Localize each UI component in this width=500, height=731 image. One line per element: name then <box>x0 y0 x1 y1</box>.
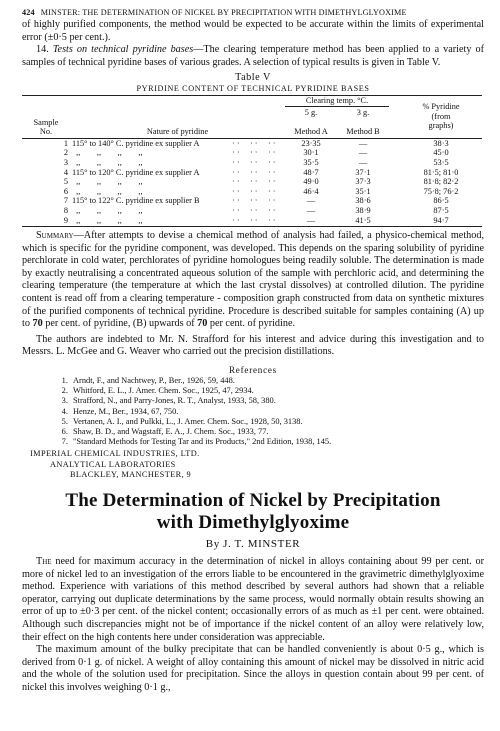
pyridine-pct-cell: 81·5; 81·0 <box>423 167 459 177</box>
nature-cell: ,, ,, ,, ,, · · · · · · <box>72 157 276 167</box>
table-row <box>22 158 482 168</box>
spacer-cell <box>389 158 400 168</box>
nature-cell: 115° to 140° C. pyridine ex supplier A · · · · · · <box>72 138 276 148</box>
reference-item: 6. Shaw, B. D., and Wagstaff, E. A., J. Chem. Soc., 1933, 77. <box>70 427 484 437</box>
table-row <box>22 177 482 187</box>
method-a-cell: 49·0 <box>303 177 319 187</box>
paragraph-section-14 <box>22 44 484 69</box>
sample-number-cell: 3 <box>63 157 68 167</box>
method-b-cell: 35·1 <box>355 186 371 196</box>
sample-number-cell: 5 <box>63 177 68 187</box>
header-method-a: 5 g. <box>285 106 337 117</box>
pyridine-table: Clearing temp. °C. % Pyridine (from graphs) 5 g. 3 g. Sample No. Nature of pyridine Method A Method B 1 115° to 140° C. pyridine ex supplier A · · · · · · 23·35 — 38·3 2 ,, ,, ,, ,, · · · · · · 30·1 — 45·0 3 ,, ,, ,, ,, · · · · · · 35·5 — 53·5 4 115° to 120° C. pyridine ex supplier A · · · · · · 48·7 37·1 81·5; 81·0 5 ,, ,, ,, ,, · · · · · · 49·0 37·3 81·8; 82·2 6 ,, ,, ,, ,, · · · · · · 46·4 35·1 75·8; 76·2 7 115° to 122° C. pyridine ex supplier B · · · · · · — 38·6 86·5 8 ,, ,, ,, ,, · · · · · · — 38·9 87·5 9 ,, ,, ,, ,, · · · · · · — 41·5 94·7 <box>22 95 482 227</box>
nature-cell: ,, ,, ,, ,, · · · · · · <box>72 205 276 215</box>
spacer-cell <box>389 216 400 226</box>
paragraph-intro: The need for maximum accuracy in the determination of nickel in alloys containing about 99 per cent. or more of nickel led to an investigation of the errors liable to be encountered in the gravimetric dimethylglyoxime method. Experience with variations of this method described by several authors had shown that a reliable operator, carrying out duplicate determinations by the same process, would normally obtain results showing an error of up to ±0·3 per cent. of the nickel content; occasionally errors of as much as ±1 per cent. were obtained. Although such discrepancies might not be of importance if the nickel content of an alloy were relatively low, their effect on the high contents here under consideration was appreciable. <box>22 556 484 643</box>
sample-number-cell: 4 <box>63 167 68 177</box>
reference-item: 1. Arndt, F., and Nachtwey, P., Ber., 1926, 59, 448. <box>70 376 484 386</box>
pyridine-pct-cell: 86·5 <box>433 196 449 206</box>
table-row <box>22 148 482 158</box>
pyridine-pct-cell: 94·7 <box>433 215 449 225</box>
pyridine-pct-cell: 38·3 <box>433 138 449 148</box>
nature-cell: 115° to 122° C. pyridine ex supplier B · · · · · · <box>72 196 276 206</box>
sample-number-cell: 6 <box>63 186 68 196</box>
method-a-cell: 46·4 <box>303 186 319 196</box>
method-a-cell: 23·35 <box>301 138 321 148</box>
spacer-cell <box>389 196 400 206</box>
header-method-b: 3 g. <box>337 106 389 117</box>
reference-item: 3. Strafford, N., and Parry-Jones, R. T., Analyst, 1933, 58, 380. <box>70 396 484 406</box>
sample-number-cell: 7 <box>63 196 68 206</box>
paragraph-acknowledgement: The authors are indebted to Mr. N. Strafford for his interest and advice during this investigation and to Messrs. L. McGee and G. Weaver who carried out the precision distillations. <box>22 333 484 358</box>
spacer-cell <box>389 148 400 158</box>
reference-item: 4. Henze, M., Ber., 1934, 67, 750. <box>70 407 484 417</box>
table-row <box>22 196 482 206</box>
nature-cell: 115° to 120° C. pyridine ex supplier A · · · · · · <box>72 167 276 177</box>
method-a-cell: — <box>306 196 316 206</box>
nature-cell: ,, ,, ,, ,, · · · · · · <box>72 215 276 225</box>
article-title: The Determination of Nickel by Precipitation with Dimethylglyoxime <box>65 490 441 534</box>
spacer-cell <box>389 187 400 197</box>
method-a-cell: 35·5 <box>303 157 319 167</box>
pyridine-pct-cell: 45·0 <box>433 148 449 158</box>
section-heading: Tests on technical pyridine bases <box>52 44 194 56</box>
spacer-cell <box>389 177 400 187</box>
running-title: MINSTER: THE DETERMINATION OF NICKEL BY PRECIPITATION WITH DIMETHYLGLYOXIME <box>40 8 407 17</box>
table-row <box>22 187 482 197</box>
section-number: 14. <box>36 44 49 56</box>
method-a-cell: — <box>306 215 316 225</box>
spacer-cell <box>389 168 400 178</box>
nature-cell: ,, ,, ,, ,, · · · · · · <box>72 177 276 187</box>
header-clearing-temp: Clearing temp. °C. <box>285 96 389 107</box>
sample-number-cell: 1 <box>63 138 68 148</box>
article-author: By J. T. MINSTER <box>205 538 301 551</box>
method-b-cell: 37·3 <box>355 177 371 187</box>
method-a-cell: 30·1 <box>303 148 319 158</box>
method-b-cell: — <box>358 148 368 158</box>
paragraph-precipitate: The maximum amount of the bulky precipitate that can be handled conveniently is about 0·5 g., which is derived from 0·1 g. of nickel. A weight of alloy containing this amount of nickel may be dissolved in nitric acid and the whole of the solution used for precipitation. Since the alloys in question contain about 99 per cent. of nickel this involves weighing 0·1 g., <box>22 644 484 693</box>
pyridine-pct-cell: 53·5 <box>433 157 449 167</box>
method-b-cell: 38·6 <box>355 196 371 206</box>
header-pyridine-pct: % Pyridine (from graphs) <box>400 96 482 137</box>
spacer-cell <box>389 138 400 148</box>
pyridine-pct-cell: 81·8; 82·2 <box>423 177 459 187</box>
method-b-cell: 38·9 <box>355 205 371 215</box>
table-row <box>22 168 482 178</box>
table-row <box>22 138 482 148</box>
table-row <box>22 206 482 216</box>
reference-item: 7. "Standard Methods for Testing Tar and its Products," 2nd Edition, 1938, 145. <box>70 437 484 447</box>
references-list <box>22 376 484 447</box>
method-b-cell: — <box>358 138 368 148</box>
running-header <box>22 8 484 17</box>
table-caption: Table V <box>235 72 271 84</box>
method-b-cell: 37·1 <box>355 167 371 177</box>
method-a-cell: — <box>306 205 316 215</box>
pyridine-pct-cell: 87·5 <box>433 205 449 215</box>
table-title: PYRIDINE CONTENT OF TECHNICAL PYRIDINE BASES <box>136 84 370 94</box>
method-b-cell: 41·5 <box>355 215 371 225</box>
method-a-cell: 48·7 <box>303 167 319 177</box>
paragraph-summary: Summary—After attempts to devise a chemical method of analysis had failed, a physico-chemical method, which is specific for the pyridine component, was developed. This depends on the sparing solubility of pyridine perchlorate in cold water, perchlorates of pyridine homologues being readily soluble. The determination is made by exactly neutralising a concentrated aqueous solution of the sample with perchloric acid, and determining the clearing temperature (the temperature at which the last crystal dissolves) at controlled dilution. The pyridine content is read off from a clearing temperature - composition graph constructed from data on synthetic mixtures of the purified components of technical pyridine. Procedure is described suitable for samples containing (A) up to 70 per cent. of pyridine, (B) upwards of 70 per cent. of pyridine. <box>22 230 484 330</box>
table-body <box>22 138 482 225</box>
nature-cell: ,, ,, ,, ,, · · · · · · <box>72 186 276 196</box>
reference-item: 5. Vertanen, A. I., and Pulkki, L., J. Amer. Chem. Soc., 1928, 50, 3138. <box>70 417 484 427</box>
paragraph-continued: of highly purified components, the method would be expected to be accurate within the limits of experimental error (±0·5 per cent.). <box>22 19 484 43</box>
pyridine-pct-cell: 75·8; 76·2 <box>423 186 459 196</box>
spacer-cell <box>389 206 400 216</box>
header-nature: Nature of pyridine <box>146 127 209 137</box>
header-sample: Sample No. <box>33 117 59 137</box>
affiliation: IMPERIAL CHEMICAL INDUSTRIES, LTD. ANALYTICAL LABORATORIES BLACKLEY, MANCHESTER, 9 <box>30 449 200 479</box>
table-row <box>22 216 482 226</box>
nature-cell: ,, ,, ,, ,, · · · · · · <box>72 148 276 158</box>
section-text: —The clearing temperature method has been applied to a variety of samples of technical pyridine bases of various grades. A selection of typical results is given in Table V. <box>22 44 485 68</box>
page-number: 424 <box>22 8 35 17</box>
references-heading: References <box>229 365 277 376</box>
sample-number-cell: 9 <box>63 215 68 225</box>
sample-number-cell: 8 <box>63 205 68 215</box>
sample-number-cell: 2 <box>63 148 68 158</box>
reference-item: 2. Whitford, E. L., J. Amer. Chem. Soc., 1925, 47, 2934. <box>70 386 484 396</box>
method-b-cell: — <box>358 157 368 167</box>
